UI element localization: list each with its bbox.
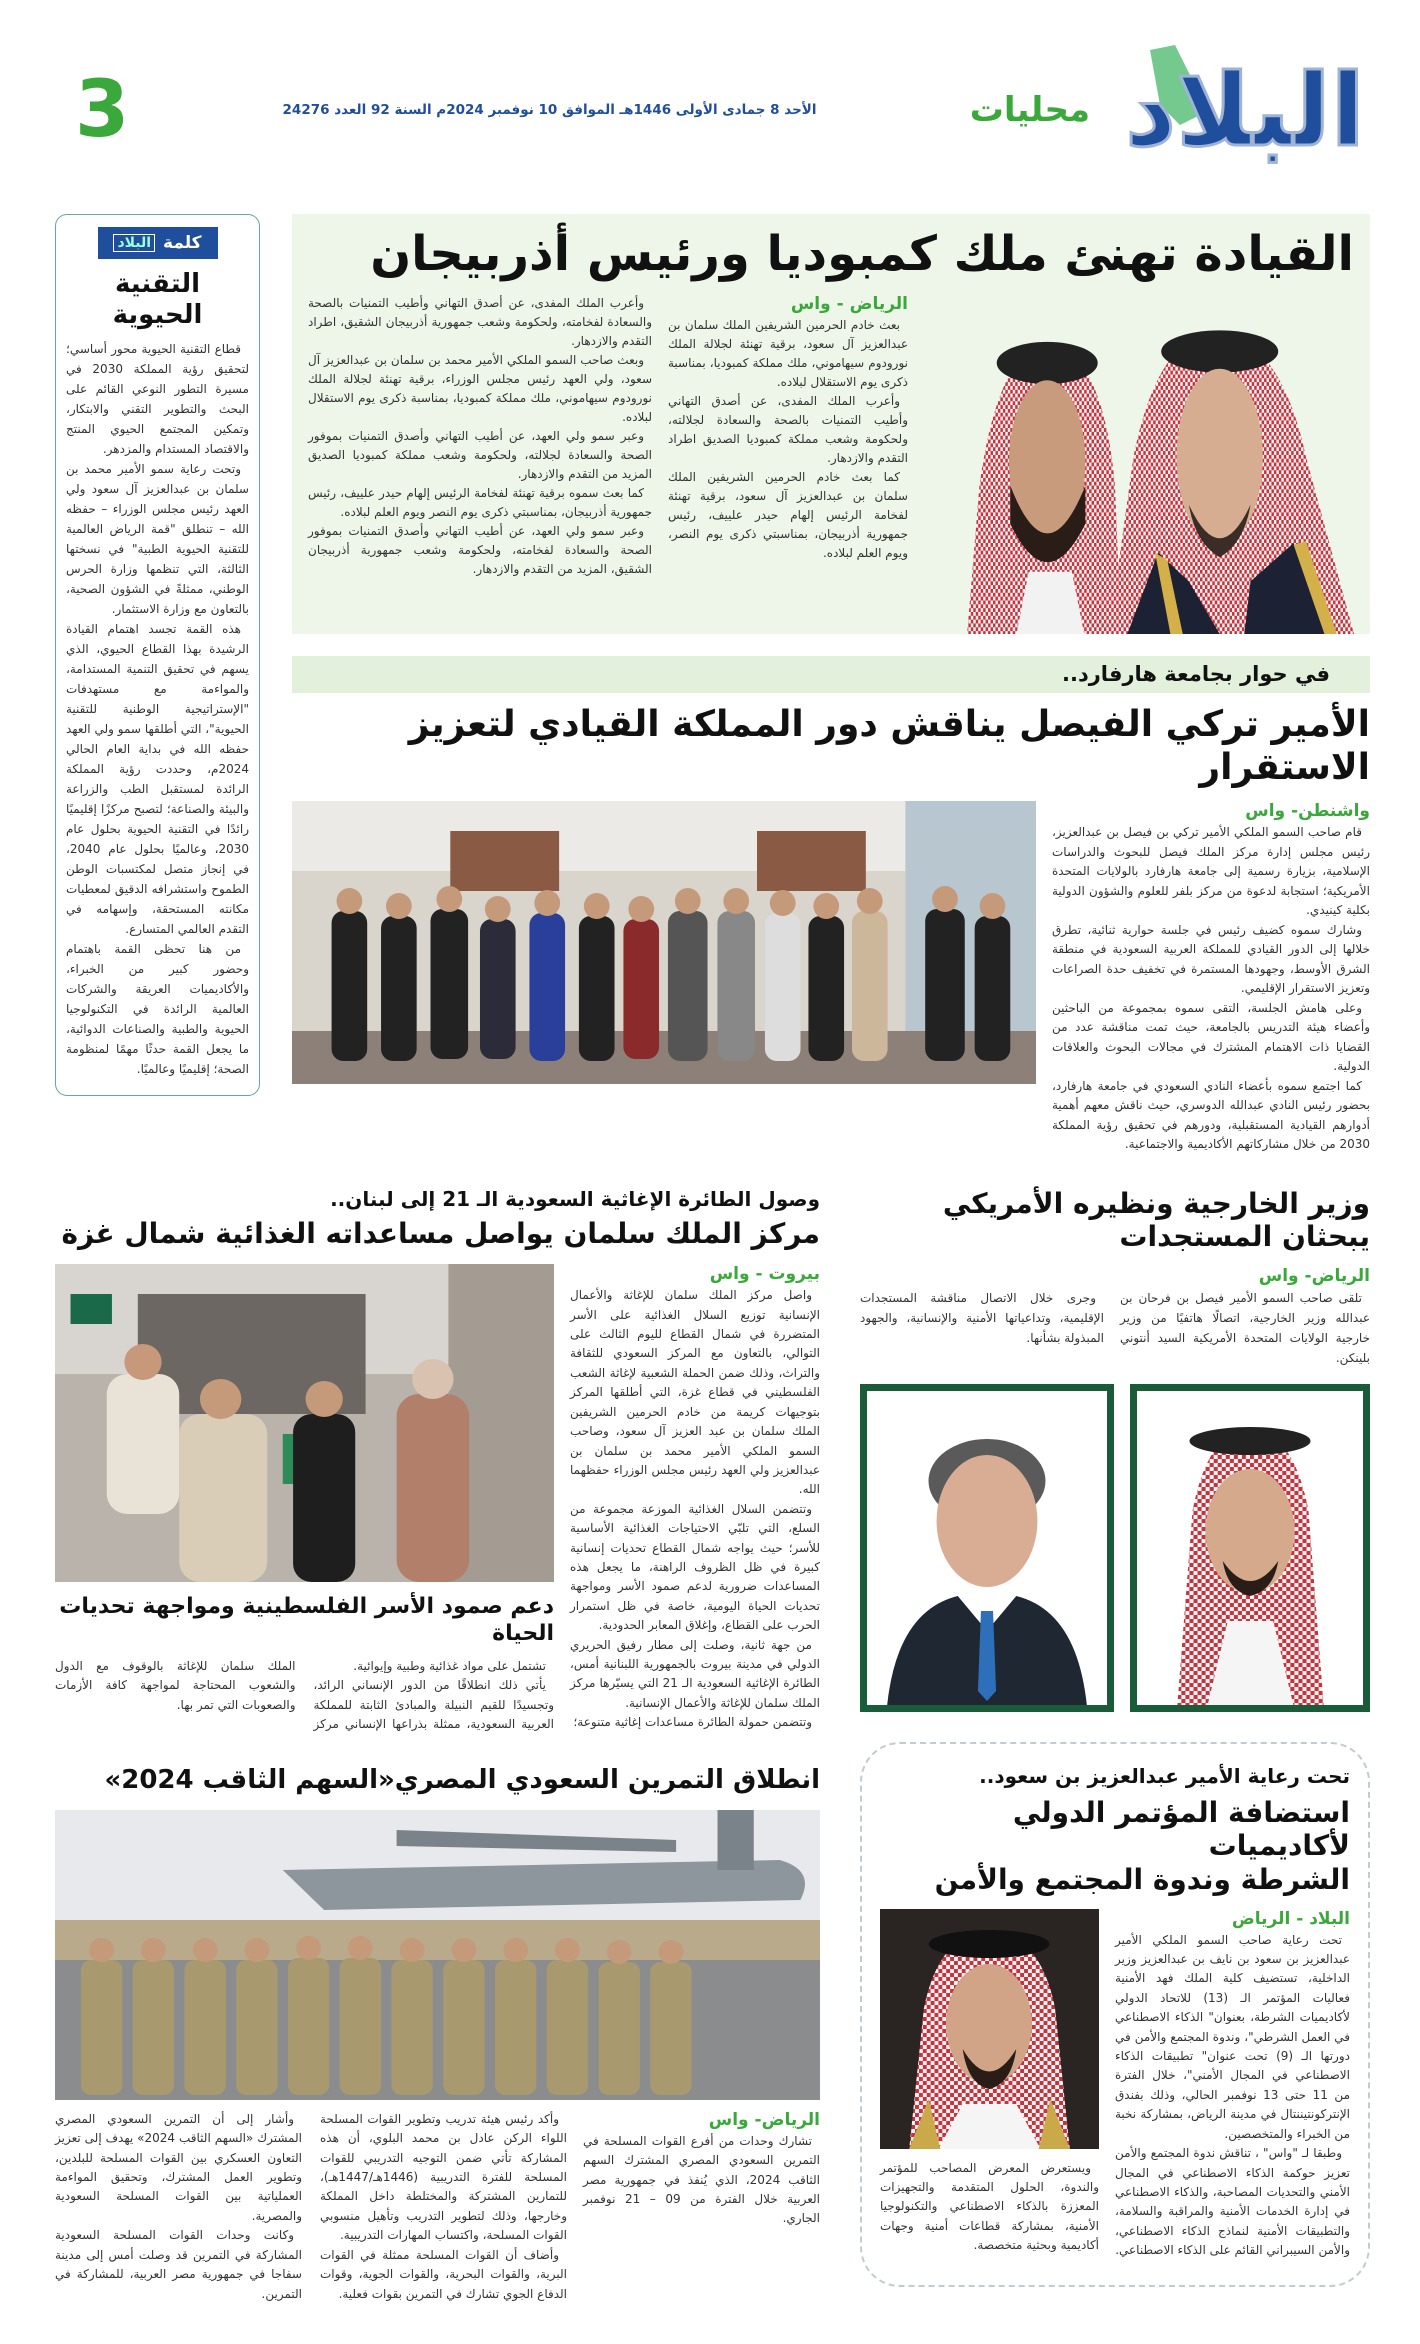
exercise-headline: انطلاق التمرين السعودي المصري«السهم الثاقب 2024» xyxy=(104,1764,820,1795)
paragraph: وبعث صاحب السمو الملكي الأمير محمد بن سلمان بن عبدالعزيز آل سعود، ولي العهد رئيس مجلس الوزراء، برقية تهنئة لجلالة الملك نورودوم سيهاموني، ملك مملكة كمبوديا، بمناسبة ذكرى يوم الاستقلال لبلاده. xyxy=(308,352,652,424)
paragraph: تشتمل على مواد غذائية وطبية وإيوائية. xyxy=(353,1659,546,1674)
bottom-section xyxy=(55,1187,1370,2304)
fm-photos-row xyxy=(860,1384,1370,1712)
paragraph: وجرى خلال الاتصال مناقشة المستجدات الإقليمية، وتداعياتها الأمنية والإنسانية، والجهود المبذولة بشأنها. xyxy=(860,1290,1104,1345)
ksrelief-left-stack xyxy=(55,1264,554,1734)
paragraph: وعبر سمو ولي العهد، عن أطيب التهاني وأصدق التمنيات بموفور الصحة والسعادة لجلالته، ولحكومة وشعب مملكة كمبوديا الصديق المزيد من التقدم والازدهار. xyxy=(308,428,652,481)
police-kicker: تحت رعاية الأمير عبدالعزيز بن سعود.. xyxy=(979,1763,1350,1788)
exercise-cols-rest xyxy=(55,2110,567,2304)
paragraph: وعبر سمو ولي العهد، عن أطيب التهاني وأصدق التمنيات بموفور الصحة والسعادة لفخامته، ولحكومة وشعب جمهورية أذربيجان الشقيق، المزيد من التقدم والازدهار. xyxy=(308,523,652,576)
ksrelief-row xyxy=(55,1264,820,1734)
bottom-right-column xyxy=(860,1187,1370,2287)
paragraph: تشارك وحدات من أفرع القوات المسلحة في التمرين السعودي المصري المشترك السهم الثاقب 2024، الذي يُنفذ في جمهورية مصر العربية خلال الفترة من 09 – 21 نوفمبر الجاري. xyxy=(583,2133,820,2226)
ksrelief-caption-headline: دعم صمود الأسر الفلسطينية ومواجهة تحديات الحياة xyxy=(59,1594,554,1646)
editorial-column xyxy=(55,214,260,1096)
lead-story-row xyxy=(308,294,1354,634)
police-headline-line1: استضافة المؤتمر الدولي لأكاديميات xyxy=(1012,1795,1350,1863)
police-col-right xyxy=(1115,1909,1350,2261)
harvard-body xyxy=(1052,801,1370,1155)
paragraph: من هنا تحظى القمة باهتمام وحضور كبير من الخبراء، والأكاديميات العريقة والشركات العالمية الرائدة في التكنولوجيا الحيوية والطبية والصناعات الدوائية، ما يجعل القمة حدثًا مهمًا لمنظومة الصحة؛ إقليميًا وعالميًا. xyxy=(66,942,249,1077)
newspaper-logo xyxy=(1120,45,1370,175)
exercise-text-row xyxy=(55,2110,820,2304)
paragraph: كما بعث سموه برقية تهنئة لفخامة الرئيس إلهام حيدر علييف، رئيس جمهورية أذربيجان، بمناسبتي ذكرى يوم النصر ويوم العلم لبلاده. xyxy=(308,485,652,519)
fm-headline: وزير الخارجية ونظيره الأمريكي يبحثان المستجدات xyxy=(942,1186,1370,1254)
antony-blinken-photo xyxy=(860,1384,1114,1712)
badge-word: كلمة xyxy=(163,233,202,253)
lead-dateline: الرياض - واس xyxy=(790,293,908,314)
paragraph: تحت رعاية صاحب السمو الملكي الأمير عبدالعزيز بن سعود بن نايف بن عبدالعزيز وزير الداخلية، تستضيف كلية الملك فهد الأمنية فعاليات المؤتمر الـ (13) للاتحاد الدولي لأكاديميات الشرطة، بعنوان" الذكاء الاصطناعي في العمل الشرطي"، وندوة المجتمع والأمن في دورتها الـ (9) تحت عنوان" تطبيقات الذكاء الاصطناعي في المجال الأمني"، خلال الفترة من 11 حتى 13 نوفمبر الحالي، وذلك بفندق الإنتركونتيننتال في مدينة الرياض، بمشاركة نخبة من الخبراء والمتخصصين. xyxy=(1115,1932,1350,2141)
paragraph: وتتضمن حمولة الطائرة مساعدات إغاثية متنوعة؛ xyxy=(573,1715,812,1730)
section-title: محليات xyxy=(969,90,1090,130)
paragraph: ويستعرض المعرض المصاحب للمؤتمر والندوة، الحلول المتقدمة والتجهيزات المعززة بالذكاء الاصطناعي والتكنولوجيا الأمنية، بمشاركة قطاعات أمنية وجهات أكاديمية وبحثية متخصصة. xyxy=(880,2160,1099,2253)
lead-headline: القيادة تهنئ ملك كمبوديا ورئيس أذربيجان xyxy=(370,226,1354,282)
harvard-dateline: واشنطن- واس xyxy=(1245,801,1370,822)
fm-col-right xyxy=(1120,1266,1370,1368)
exercise-col-1 xyxy=(583,2110,820,2229)
police-left-stack xyxy=(880,1909,1099,2256)
paragraph: وتتضمن السلال الغذائية الموزعة مجموعة من السلع، التي تلبّي الاحتياجات الغذائية الأساسية للأسر؛ حيث يواجه شمال القطاع تحديات إنسانية كبيرة في ظل الظروف الراهنة، ما يجعل هذه المساعدات ضرورية لدعم صمود الأسر ومواجهة تحديات الحياة اليومية، خاصة في ظل استمرار الحرب على القطاع، وإغلاق المعابر الحدودية. xyxy=(570,1501,820,1633)
paragraph: كما بعث خادم الحرمين الشريفين الملك سلمان بن عبدالعزيز آل سعود، برقية تهنئة لفخامة الرئيس إلهام حيدر علييف، رئيس جمهورية أذربيجان، بمناسبتي ذكرى يوم النصر، ويوم العلم لبلاده. xyxy=(668,469,908,560)
paragraph: وطبقا لـ "واس" ، تناقش ندوة المجتمع والأمن تعزيز حوكمة الذكاء الاصطناعي في المجال الأمني والتحديات المصاحبة، والذكاء الاصطناعي في إدارة الخدمات الأمنية والمراقبة والسلامة، والتطبيقات الأمنية لنماذج الذكاء الاصطناعي، والأمن السيبراني القائم على الذكاء الاصطناعي. xyxy=(1115,2146,1350,2258)
paragraph: هذه القمة تجسد اهتمام القيادة الرشيدة بهذا القطاع الحيوي، الذي يسهم في تحقيق التنمية المستدامة، والمواءمة مع مستهدفات "الإستراتيجية الوطنية للتقنية الحيوية"، التي أطلقها سمو ولي العهد حفظه الله في بداية العام الحالي 2024م، وحددت رؤية المملكة الرائدة لمستقبل الطب والزراعة والبيئة والصناعة؛ لتصبح مركزًا إقليميًا رائدًا في التقنية الحيوية بحلول عام 2030، وعالميًا بحلول عام 2040، في إنجاز متصل لمكتسبات الوطن الطموح واستشرافه الدقيق لمعطيات مكانته المستحقة، وإسهامه في التقدم العالمي المتسارع. xyxy=(66,622,249,937)
paragraph: تلقى صاحب السمو الأمير فيصل بن فرحان بن عبدالله وزير الخارجية، اتصالًا هاتفيًا من وزير خارجية الولايات المتحدة الأمريكية السيد أنتوني بلينكن. xyxy=(1120,1290,1370,1365)
editorial-title: التقنية الحيوية xyxy=(112,269,203,331)
police-headline-line2: الشرطة وندوة المجتمع والأمن xyxy=(934,1863,1350,1897)
paragraph: وأكد رئيس هيئة تدريب وتطوير القوات المسلحة اللواء الركن عادل بن محمد البلوي، أن هذه المشاركة تأتي ضمن التوجيه التدريبي للقوات المسلحة للفترة التدريبية (1446هـ/1447هـ)، للتمارين المشتركة والمختلطة داخل المملكة وخارجها، وذلك لتطوير التدريب وتأهيل منسوبي القوات المسلحة، واكتساب المهارات التدريبية. xyxy=(320,2111,567,2243)
harvard-kicker-band xyxy=(292,656,1370,693)
paragraph: وأعرب الملك المفدى، عن أصدق التهاني وأطيب التمنيات بالصحة والسعادة لجلالته، ولحكومة وشعب مملكة كمبوديا الصديق اطراد التقدم والازدهار. xyxy=(668,393,908,465)
lead-col-b xyxy=(308,294,652,591)
paragraph: وتحت رعاية سمو الأمير محمد بن سلمان بن عبدالعزيز آل سعود ولي العهد رئيس مجلس الوزراء – حفظه الله – تنطلق "قمة الرياض العالمية للتقنية الحيوية الطبية" في نسختها الثالثة، التي تنظمها وزارة الحرس الوطني، ممثلةً في الشؤون الصحية، بالتعاون مع وزارة الاستثمار. xyxy=(66,462,249,617)
abdulaziz-bin-saud-photo xyxy=(880,1909,1099,2149)
logo-wordmark: البلاد xyxy=(1125,52,1365,169)
masthead xyxy=(55,0,1370,200)
top-section xyxy=(55,214,1370,1155)
paragraph: واصل مركز الملك سلمان للإغاثة والأعمال الإنسانية توزيع السلال الغذائية على الأسر المتضررة في شمال القطاع لليوم الثالث على التوالي، بالتعاون مع المركز السعودي للثقافة والتراث، وذلك ضمن الحملة الشعبية لإغاثة الشعب الفلسطيني في قطاع غزة، التي أطلقها المركز بتوجيهات كريمة من خادم الحرمين الشريفين الملك سلمان بن عبد العزيز آل سعود، وصاحب السمو الملكي الأمير محمد بن سلمان بن عبدالعزيز ولي العهد رئيس مجلس الوزراء حفظهما الله. xyxy=(570,1288,820,1497)
harvard-row xyxy=(292,801,1370,1155)
ksrelief-tail xyxy=(55,1657,554,1735)
paragraph: يأتي ذلك انطلاقًا من الدور الإنساني الرائد، وتجسيدًا للقيم النبيلة والمبادئ الثابتة للمملكة العربية السعودية، ممثلة بذراعها الإنساني مركز الملك سلمان للإغاثة بالوقوف مع الدول والشعوب المحتاجة لمواجهة كافة الأزمات والصعوبات التي تمر بها. xyxy=(55,1659,554,1732)
fm-col-left xyxy=(860,1266,1104,1348)
police-col-left xyxy=(880,2159,1099,2256)
fm-text-row xyxy=(860,1266,1370,1368)
paragraph: قطاع التقنية الحيوية محور أساسي؛ لتحقيق رؤية المملكة 2030 في مسيرة التطور النوعي القائم على البحث والتطوير التقني والابتكار، وتمكين المجتمع الحيوي المنتج والاقتصاد المستدام والمزدهر. xyxy=(66,342,249,457)
ksrelief-dateline: بيروت - واس xyxy=(709,1264,820,1285)
badge-logo: البلاد xyxy=(113,234,155,252)
exercise-dateline: الرياض- واس xyxy=(708,2109,820,2130)
editorial-body xyxy=(66,339,249,1079)
police-row xyxy=(880,1909,1350,2261)
lead-story xyxy=(292,214,1370,634)
bottom-left-column xyxy=(55,1187,820,2304)
editorial-badge xyxy=(98,227,218,259)
paragraph: وشارك سموه كضيف رئيس في جلسة حوارية ثنائية، تطرق خلالها إلى الدور القيادي للمملكة العربية السعودية في منطقة الشرق الأوسط، وجهودها المستمرة في تخفيف حدة الصراعات وتعزيز الاستقرار الإقليمي. xyxy=(1052,922,1370,996)
lead-col-a xyxy=(668,294,908,563)
paragraph: قام صاحب السمو الملكي الأمير تركي بن فيصل بن عبدالعزيز، رئيس مجلس إدارة مركز الملك فيصل للبحوث والدراسات الإسلامية، بزيارة رسمية إلى جامعة هارفارد بالولايات المتحدة الأمريكية؛ استجابة لدعوة من مركز بلفر للعلوم والشؤون الدولية بكلية كينيدي. xyxy=(1052,825,1370,918)
harvard-group-photo xyxy=(292,801,1036,1084)
ksrelief-headline: مركز الملك سلمان يواصل مساعداته الغذائية شمال غزة xyxy=(61,1216,820,1250)
paragraph: وأعرب الملك المفدى، عن أصدق التهاني وأطيب التمنيات بالصحة والسعادة لفخامته، ولحكومة وشعب جمهورية أذربيجان الشقيق، اطراد التقدم والازدهار. xyxy=(308,295,652,348)
paragraph: وأشار إلى أن التمرين السعودي المصري المشترك «السهم الثاقب 2024» يهدف إلى تعزيز التعاون العسكري بين القوات المسلحة للبلدين، وتطوير العمل المشترك، وتحقيق المواءمة العملياتية بين القوات المسلحة السعودية والمصرية. xyxy=(55,2111,302,2223)
paragraph: وأضاف أن القوات المسلحة ممثلة في القوات البرية، والقوات البحرية، والقوات الجوية، وقوات الدفاع الجوي تشارك في التمرين بقوات فعلية. xyxy=(320,2247,567,2301)
paragraph: من جهة ثانية، وصلت إلى مطار رفيق الحريري الدولي في مدينة بيروت بالجمهورية اللبنانية أمس، الطائرة الإغاثية السعودية الـ 21 التي يسيّرها مركز الملك سلمان للإغاثة والأعمال الإنسانية. xyxy=(570,1637,820,1710)
top-main-column xyxy=(292,214,1370,1155)
ksrelief-body xyxy=(570,1264,820,1732)
fm-dateline: الرياض- واس xyxy=(1258,1265,1370,1286)
paragraph: وعلى هامش الجلسة، التقى سموه بمجموعة من الباحثين وأعضاء هيئة التدريس بالجامعة، حيث تمت مناقشة عدد من القضايا ذات الاهتمام المشترك في مجالات البحوث والعلاقات الدولية. xyxy=(1052,1000,1370,1074)
troops-aircraft-photo xyxy=(55,1810,820,2100)
ksrelief-kicker: وصول الطائرة الإغاثية السعودية الـ 21 إلى لبنان.. xyxy=(330,1186,820,1211)
harvard-kicker: في حوار بجامعة هارفارد.. xyxy=(1061,661,1330,686)
police-dateline: البلاد - الرياض xyxy=(1231,1908,1350,1929)
issue-dateline: الأحد 8 جمادى الأولى 1446هـ الموافق 10 نوفمبر 2024م السنة 92 العدد 24276 xyxy=(282,102,817,118)
page-number: 3 xyxy=(75,65,130,155)
harvard-headline: الأمير تركي الفيصل يناقش دور المملكة القيادي لتعزيز الاستقرار xyxy=(408,703,1370,788)
aid-distribution-photo xyxy=(55,1264,554,1582)
paragraph: وكانت وحدات القوات المسلحة السعودية المشاركة في التمرين قد وصلت أمس إلى مدينة سفاجا في جمهورية مصر العربية، للمشاركة في التمرين. xyxy=(55,2228,302,2301)
leaders-portrait-photo xyxy=(924,294,1354,634)
paragraph: بعث خادم الحرمين الشريفين الملك سلمان بن عبدالعزيز آل سعود، برقية تهنئة لجلالة الملك نورودوم سيهاموني، ملك مملكة كمبوديا، بمناسبة ذكرى يوم الاستقلال لبلاده. xyxy=(668,317,908,389)
faisal-bin-farhan-photo xyxy=(1130,1384,1370,1712)
police-story-box xyxy=(860,1742,1370,2287)
paragraph: كما اجتمع سموه بأعضاء النادي السعودي في جامعة هارفارد، بحضور رئيس النادي عبدالله الدوسري، حيث ناقش معهم أهمية أدوارهم القيادية المستقبلية، ودورهم في تحقيق رؤية المملكة 2030 من خلال مشاركاتهم الأكاديمية والاجتماعية. xyxy=(1052,1078,1370,1152)
